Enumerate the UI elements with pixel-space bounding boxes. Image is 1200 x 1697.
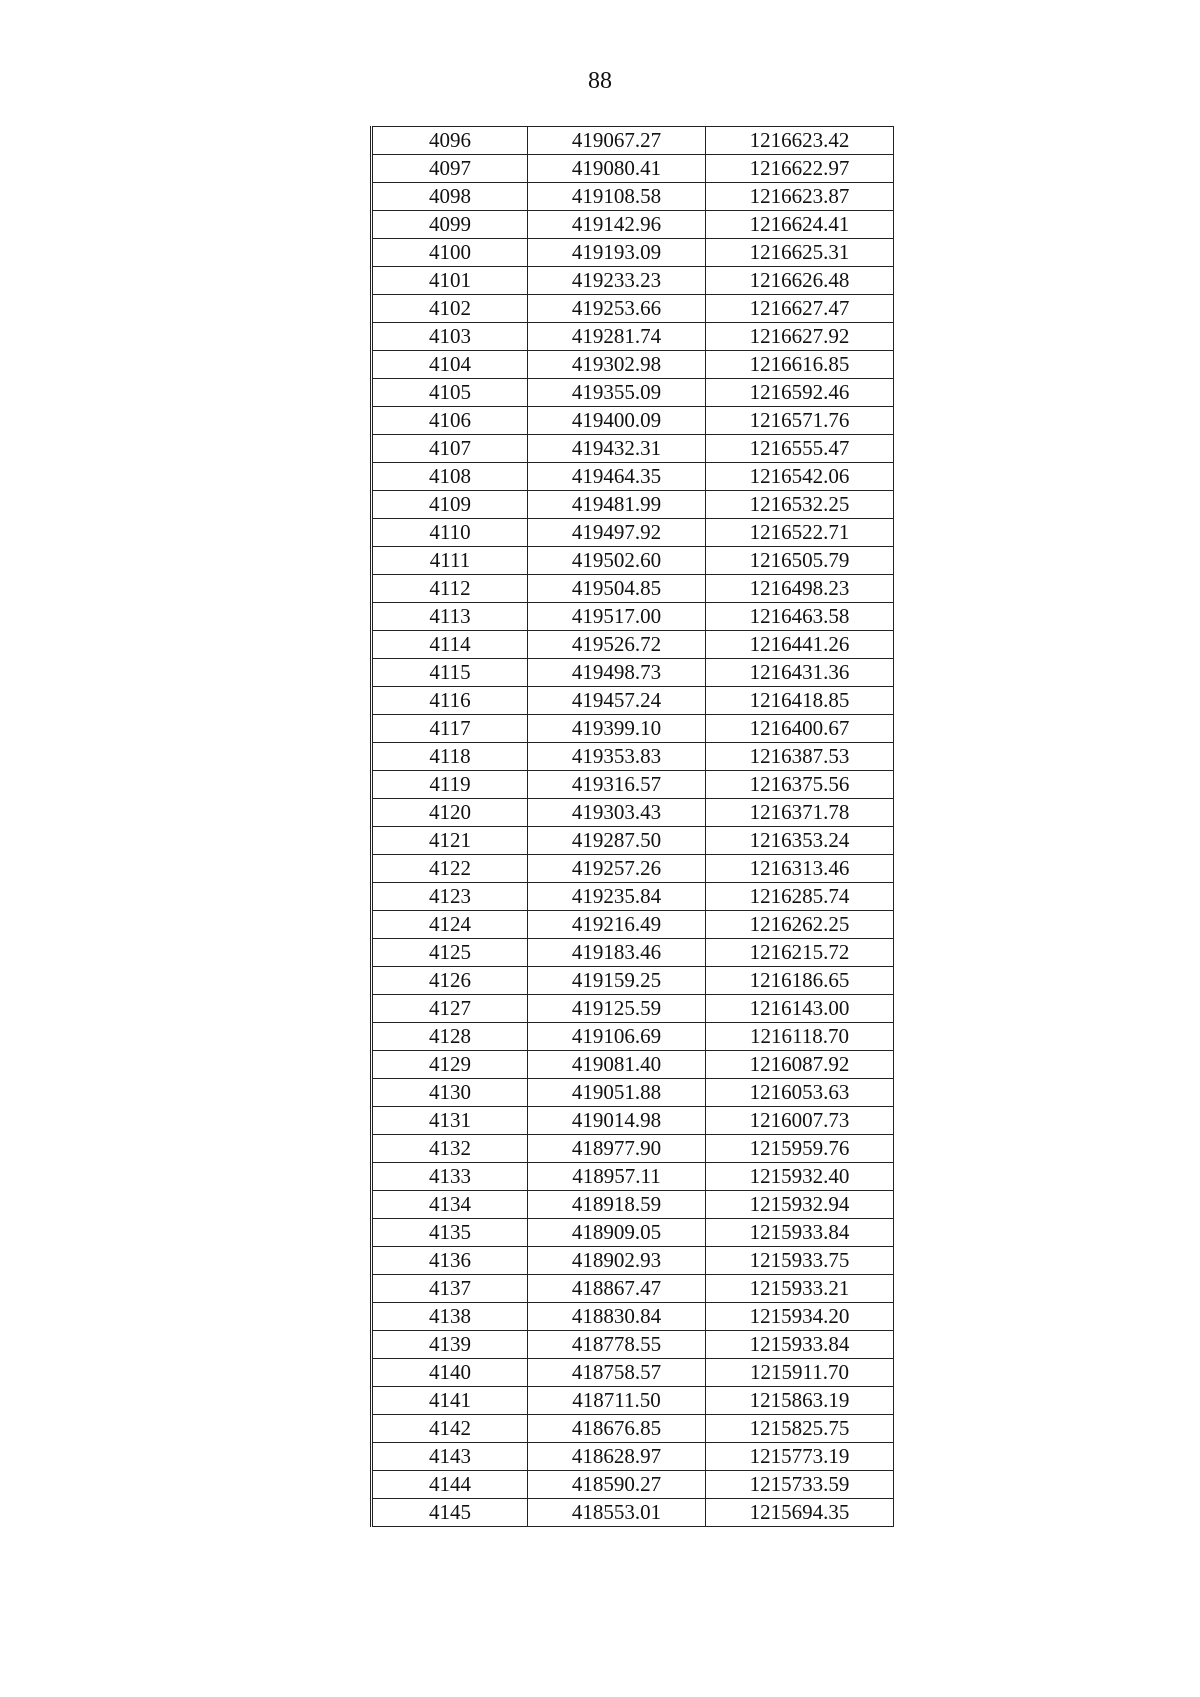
page-number: 88 xyxy=(588,68,612,94)
table-row xyxy=(372,1135,894,1163)
y-coordinate-cell: 1216616.85 xyxy=(706,351,894,379)
table-row xyxy=(372,631,894,659)
point-number-cell: 4121 xyxy=(372,827,528,855)
table-row xyxy=(372,351,894,379)
point-number-cell: 4145 xyxy=(372,1499,528,1527)
table-row xyxy=(372,1107,894,1135)
y-coordinate-cell: 1216087.92 xyxy=(706,1051,894,1079)
x-coordinate-cell: 418628.97 xyxy=(528,1443,706,1471)
x-coordinate-cell: 419067.27 xyxy=(528,127,706,155)
x-coordinate-cell: 419464.35 xyxy=(528,463,706,491)
point-number-cell: 4098 xyxy=(372,183,528,211)
y-coordinate-cell: 1216624.41 xyxy=(706,211,894,239)
point-number-cell: 4126 xyxy=(372,967,528,995)
x-coordinate-cell: 418867.47 xyxy=(528,1275,706,1303)
x-coordinate-cell: 418553.01 xyxy=(528,1499,706,1527)
x-coordinate-cell: 418918.59 xyxy=(528,1191,706,1219)
table-row xyxy=(372,743,894,771)
table-row xyxy=(372,379,894,407)
y-coordinate-cell: 1216627.92 xyxy=(706,323,894,351)
point-number-cell: 4128 xyxy=(372,1023,528,1051)
point-number-cell: 4130 xyxy=(372,1079,528,1107)
table-row xyxy=(372,575,894,603)
point-number-cell: 4122 xyxy=(372,855,528,883)
x-coordinate-cell: 418590.27 xyxy=(528,1471,706,1499)
x-coordinate-cell: 419216.49 xyxy=(528,911,706,939)
table-row xyxy=(372,239,894,267)
table-row xyxy=(372,323,894,351)
x-coordinate-cell: 419125.59 xyxy=(528,995,706,1023)
point-number-cell: 4103 xyxy=(372,323,528,351)
x-coordinate-cell: 419399.10 xyxy=(528,715,706,743)
y-coordinate-cell: 1216623.87 xyxy=(706,183,894,211)
point-number-cell: 4116 xyxy=(372,687,528,715)
point-number-cell: 4137 xyxy=(372,1275,528,1303)
point-number-cell: 4096 xyxy=(372,127,528,155)
y-coordinate-cell: 1215933.84 xyxy=(706,1331,894,1359)
y-coordinate-cell: 1216186.65 xyxy=(706,967,894,995)
y-coordinate-cell: 1216285.74 xyxy=(706,883,894,911)
point-number-cell: 4113 xyxy=(372,603,528,631)
y-coordinate-cell: 1215733.59 xyxy=(706,1471,894,1499)
x-coordinate-cell: 419481.99 xyxy=(528,491,706,519)
y-coordinate-cell: 1216143.00 xyxy=(706,995,894,1023)
x-coordinate-cell: 418957.11 xyxy=(528,1163,706,1191)
table-row xyxy=(372,211,894,239)
table-row xyxy=(372,1023,894,1051)
point-number-cell: 4136 xyxy=(372,1247,528,1275)
coordinate-table-body xyxy=(372,127,894,1527)
x-coordinate-cell: 419498.73 xyxy=(528,659,706,687)
x-coordinate-cell: 419504.85 xyxy=(528,575,706,603)
point-number-cell: 4141 xyxy=(372,1387,528,1415)
y-coordinate-cell: 1216571.76 xyxy=(706,407,894,435)
point-number-cell: 4097 xyxy=(372,155,528,183)
table-row xyxy=(372,1331,894,1359)
y-coordinate-cell: 1216627.47 xyxy=(706,295,894,323)
y-coordinate-cell: 1216418.85 xyxy=(706,687,894,715)
y-coordinate-cell: 1216626.48 xyxy=(706,267,894,295)
x-coordinate-cell: 419497.92 xyxy=(528,519,706,547)
point-number-cell: 4134 xyxy=(372,1191,528,1219)
point-number-cell: 4129 xyxy=(372,1051,528,1079)
x-coordinate-cell: 419281.74 xyxy=(528,323,706,351)
y-coordinate-cell: 1216441.26 xyxy=(706,631,894,659)
table-row xyxy=(372,155,894,183)
y-coordinate-cell: 1215932.40 xyxy=(706,1163,894,1191)
x-coordinate-cell: 418830.84 xyxy=(528,1303,706,1331)
point-number-cell: 4099 xyxy=(372,211,528,239)
x-coordinate-cell: 419051.88 xyxy=(528,1079,706,1107)
table-row xyxy=(372,771,894,799)
x-coordinate-cell: 419142.96 xyxy=(528,211,706,239)
table-row xyxy=(372,1415,894,1443)
point-number-cell: 4123 xyxy=(372,883,528,911)
y-coordinate-cell: 1216623.42 xyxy=(706,127,894,155)
y-coordinate-cell: 1216053.63 xyxy=(706,1079,894,1107)
x-coordinate-cell: 419353.83 xyxy=(528,743,706,771)
table-row xyxy=(372,827,894,855)
point-number-cell: 4111 xyxy=(372,547,528,575)
table-row xyxy=(372,127,894,155)
x-coordinate-cell: 419159.25 xyxy=(528,967,706,995)
table-row xyxy=(372,1247,894,1275)
x-coordinate-cell: 419316.57 xyxy=(528,771,706,799)
point-number-cell: 4108 xyxy=(372,463,528,491)
y-coordinate-cell: 1216262.25 xyxy=(706,911,894,939)
x-coordinate-cell: 419108.58 xyxy=(528,183,706,211)
y-coordinate-cell: 1216007.73 xyxy=(706,1107,894,1135)
y-coordinate-cell: 1215694.35 xyxy=(706,1499,894,1527)
point-number-cell: 4132 xyxy=(372,1135,528,1163)
point-number-cell: 4107 xyxy=(372,435,528,463)
point-number-cell: 4106 xyxy=(372,407,528,435)
x-coordinate-cell: 419106.69 xyxy=(528,1023,706,1051)
point-number-cell: 4140 xyxy=(372,1359,528,1387)
y-coordinate-cell: 1216542.06 xyxy=(706,463,894,491)
table-row xyxy=(372,1359,894,1387)
x-coordinate-cell: 419400.09 xyxy=(528,407,706,435)
x-coordinate-cell: 418977.90 xyxy=(528,1135,706,1163)
table-row xyxy=(372,715,894,743)
x-coordinate-cell: 419457.24 xyxy=(528,687,706,715)
x-coordinate-cell: 419183.46 xyxy=(528,939,706,967)
table-row xyxy=(372,659,894,687)
x-coordinate-cell: 419080.41 xyxy=(528,155,706,183)
point-number-cell: 4109 xyxy=(372,491,528,519)
table-row xyxy=(372,687,894,715)
table-row xyxy=(372,995,894,1023)
table-row xyxy=(372,1219,894,1247)
x-coordinate-cell: 419233.23 xyxy=(528,267,706,295)
table-row xyxy=(372,855,894,883)
point-number-cell: 4104 xyxy=(372,351,528,379)
x-coordinate-cell: 419517.00 xyxy=(528,603,706,631)
x-coordinate-cell: 419235.84 xyxy=(528,883,706,911)
table-row xyxy=(372,183,894,211)
table-row xyxy=(372,463,894,491)
y-coordinate-cell: 1215933.21 xyxy=(706,1275,894,1303)
y-coordinate-cell: 1215825.75 xyxy=(706,1415,894,1443)
point-number-cell: 4110 xyxy=(372,519,528,547)
point-number-cell: 4135 xyxy=(372,1219,528,1247)
table-row xyxy=(372,799,894,827)
y-coordinate-cell: 1216118.70 xyxy=(706,1023,894,1051)
x-coordinate-cell: 419287.50 xyxy=(528,827,706,855)
y-coordinate-cell: 1216375.56 xyxy=(706,771,894,799)
table-row xyxy=(372,547,894,575)
y-coordinate-cell: 1216532.25 xyxy=(706,491,894,519)
table-row xyxy=(372,603,894,631)
table-row xyxy=(372,435,894,463)
table-row xyxy=(372,1051,894,1079)
table-row xyxy=(372,939,894,967)
x-coordinate-cell: 419193.09 xyxy=(528,239,706,267)
x-coordinate-cell: 418711.50 xyxy=(528,1387,706,1415)
table-row xyxy=(372,1079,894,1107)
x-coordinate-cell: 419014.98 xyxy=(528,1107,706,1135)
x-coordinate-cell: 419303.43 xyxy=(528,799,706,827)
y-coordinate-cell: 1216498.23 xyxy=(706,575,894,603)
table-row xyxy=(372,1499,894,1527)
table-row xyxy=(372,267,894,295)
point-number-cell: 4100 xyxy=(372,239,528,267)
y-coordinate-cell: 1215863.19 xyxy=(706,1387,894,1415)
point-number-cell: 4119 xyxy=(372,771,528,799)
y-coordinate-cell: 1215933.75 xyxy=(706,1247,894,1275)
x-coordinate-cell: 419432.31 xyxy=(528,435,706,463)
point-number-cell: 4105 xyxy=(372,379,528,407)
point-number-cell: 4133 xyxy=(372,1163,528,1191)
x-coordinate-cell: 418676.85 xyxy=(528,1415,706,1443)
coordinate-table xyxy=(370,126,894,1527)
table-row xyxy=(372,911,894,939)
x-coordinate-cell: 419081.40 xyxy=(528,1051,706,1079)
table-row xyxy=(372,1443,894,1471)
point-number-cell: 4117 xyxy=(372,715,528,743)
table-row xyxy=(372,1303,894,1331)
point-number-cell: 4139 xyxy=(372,1331,528,1359)
x-coordinate-cell: 418909.05 xyxy=(528,1219,706,1247)
table-row xyxy=(372,1191,894,1219)
point-number-cell: 4114 xyxy=(372,631,528,659)
table-row xyxy=(372,519,894,547)
table-row xyxy=(372,1387,894,1415)
x-coordinate-cell: 418758.57 xyxy=(528,1359,706,1387)
x-coordinate-cell: 418902.93 xyxy=(528,1247,706,1275)
x-coordinate-cell: 419502.60 xyxy=(528,547,706,575)
table-row xyxy=(372,967,894,995)
table-row xyxy=(372,491,894,519)
table-row xyxy=(372,295,894,323)
point-number-cell: 4112 xyxy=(372,575,528,603)
y-coordinate-cell: 1216625.31 xyxy=(706,239,894,267)
y-coordinate-cell: 1216313.46 xyxy=(706,855,894,883)
y-coordinate-cell: 1216622.97 xyxy=(706,155,894,183)
point-number-cell: 4127 xyxy=(372,995,528,1023)
x-coordinate-cell: 419257.26 xyxy=(528,855,706,883)
y-coordinate-cell: 1215773.19 xyxy=(706,1443,894,1471)
x-coordinate-cell: 419526.72 xyxy=(528,631,706,659)
x-coordinate-cell: 419253.66 xyxy=(528,295,706,323)
table-row xyxy=(372,1163,894,1191)
x-coordinate-cell: 419355.09 xyxy=(528,379,706,407)
x-coordinate-cell: 418778.55 xyxy=(528,1331,706,1359)
y-coordinate-cell: 1216431.36 xyxy=(706,659,894,687)
y-coordinate-cell: 1216463.58 xyxy=(706,603,894,631)
y-coordinate-cell: 1216400.67 xyxy=(706,715,894,743)
point-number-cell: 4138 xyxy=(372,1303,528,1331)
y-coordinate-cell: 1215911.70 xyxy=(706,1359,894,1387)
table-row xyxy=(372,1471,894,1499)
point-number-cell: 4102 xyxy=(372,295,528,323)
y-coordinate-cell: 1216215.72 xyxy=(706,939,894,967)
point-number-cell: 4125 xyxy=(372,939,528,967)
y-coordinate-cell: 1216505.79 xyxy=(706,547,894,575)
point-number-cell: 4124 xyxy=(372,911,528,939)
y-coordinate-cell: 1215934.20 xyxy=(706,1303,894,1331)
point-number-cell: 4118 xyxy=(372,743,528,771)
point-number-cell: 4142 xyxy=(372,1415,528,1443)
table-row xyxy=(372,1275,894,1303)
point-number-cell: 4101 xyxy=(372,267,528,295)
table-row xyxy=(372,407,894,435)
point-number-cell: 4144 xyxy=(372,1471,528,1499)
y-coordinate-cell: 1216371.78 xyxy=(706,799,894,827)
y-coordinate-cell: 1216387.53 xyxy=(706,743,894,771)
y-coordinate-cell: 1216522.71 xyxy=(706,519,894,547)
x-coordinate-cell: 419302.98 xyxy=(528,351,706,379)
table-row xyxy=(372,883,894,911)
y-coordinate-cell: 1215959.76 xyxy=(706,1135,894,1163)
point-number-cell: 4120 xyxy=(372,799,528,827)
y-coordinate-cell: 1216592.46 xyxy=(706,379,894,407)
y-coordinate-cell: 1216353.24 xyxy=(706,827,894,855)
y-coordinate-cell: 1215933.84 xyxy=(706,1219,894,1247)
point-number-cell: 4143 xyxy=(372,1443,528,1471)
y-coordinate-cell: 1215932.94 xyxy=(706,1191,894,1219)
point-number-cell: 4115 xyxy=(372,659,528,687)
point-number-cell: 4131 xyxy=(372,1107,528,1135)
y-coordinate-cell: 1216555.47 xyxy=(706,435,894,463)
